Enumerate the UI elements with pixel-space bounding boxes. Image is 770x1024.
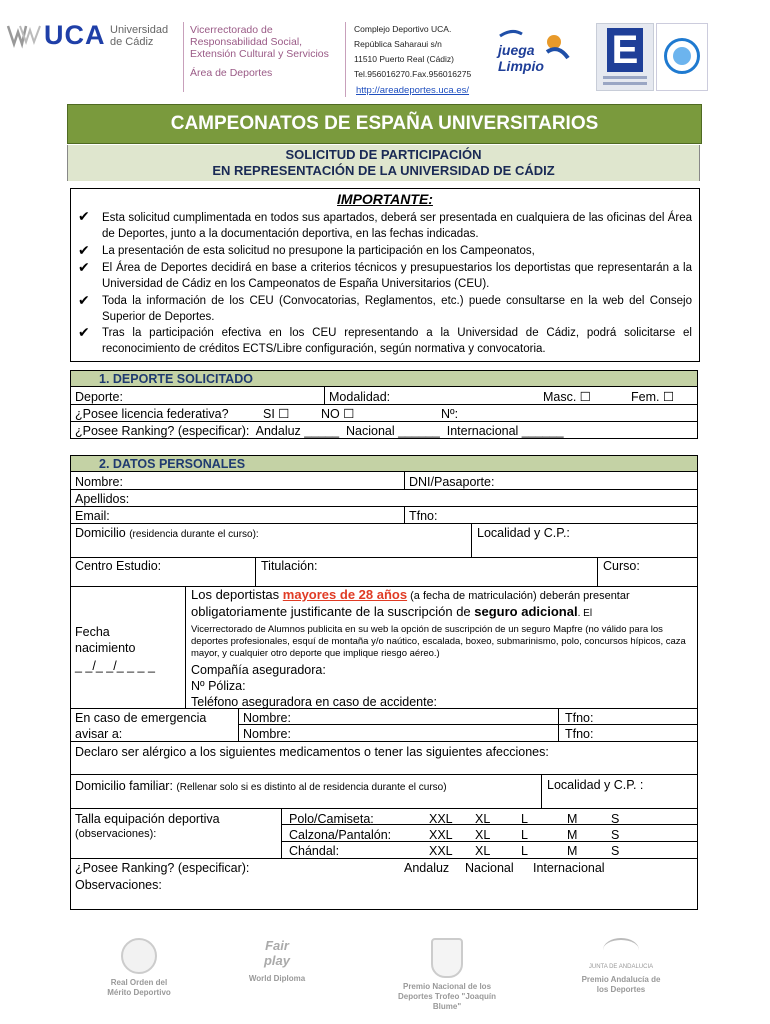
ranking-label-2: ¿Posee Ranking? (especificar): xyxy=(75,861,250,875)
quality-seal-logo xyxy=(656,23,708,91)
localidad-familiar-field[interactable]: Localidad y C.P. : xyxy=(547,778,644,792)
footer-caption-1: Real Orden del Mérito Deportivo xyxy=(107,978,171,997)
check-icon: ✔ xyxy=(78,259,90,275)
fecha-format: _ _/_ _/_ _ _ _ xyxy=(75,659,155,673)
medal-icon xyxy=(121,938,157,974)
size-option-polo[interactable]: M xyxy=(567,812,578,826)
size-option-chandal[interactable]: L xyxy=(521,844,528,858)
size-option-calzona[interactable]: XXL xyxy=(429,828,453,842)
section-datos-personales xyxy=(70,455,698,910)
juega-limpio-text: juega Limpio xyxy=(498,42,544,74)
size-option-calzona[interactable]: M xyxy=(567,828,578,842)
poliza-field[interactable]: Nº Póliza: xyxy=(191,679,246,693)
uca-emblem-icon xyxy=(6,20,46,50)
footer-caption-2: World Diploma xyxy=(248,974,306,983)
talla-label: Talla equipación deportiva xyxy=(75,812,220,826)
footer-logo-1 xyxy=(84,938,194,998)
check-icon: ✔ xyxy=(78,242,90,258)
size-option-chandal[interactable]: S xyxy=(611,844,620,858)
calzona-label: Calzona/Pantalón: xyxy=(289,828,392,842)
domicilio-field[interactable] xyxy=(75,525,259,543)
size-option-polo[interactable]: S xyxy=(611,812,620,826)
e-letter-icon: E xyxy=(607,28,643,72)
ranking-nacional-option[interactable]: Nacional xyxy=(465,861,514,875)
check-icon: ✔ xyxy=(78,292,90,308)
licencia-label: ¿Posee licencia federativa? xyxy=(75,407,229,421)
compania-field[interactable]: Compañía aseguradora: xyxy=(191,663,326,677)
deporte-field[interactable]: Deporte: xyxy=(75,390,123,404)
addr-line-1: Complejo Deportivo UCA. xyxy=(354,24,452,34)
crest-icon xyxy=(431,938,463,978)
addr-line-3: 11510 Puerto Real (Cádiz) xyxy=(354,54,455,64)
footer-caption-3: Premio Nacional de los Deportes Trofeo "Joaquín Blume" xyxy=(397,982,497,1011)
subtitle-line-1: SOLICITUD DE PARTICIPACIÓN xyxy=(285,147,482,162)
ranking-field[interactable]: ¿Posee Ranking? (especificar): Andaluz _____ Nacional ______ Internacional ______ xyxy=(75,424,564,438)
check-icon: ✔ xyxy=(78,324,90,340)
size-option-chandal[interactable]: XXL xyxy=(429,844,453,858)
obligatorio-notice: obligatoriamente justificante de la suscripción de seguro adicional. El xyxy=(191,604,593,619)
nombre-field[interactable]: Nombre: xyxy=(75,475,123,489)
uca-name-2: de Cádiz xyxy=(110,36,154,48)
juega-limpio-logo xyxy=(492,24,574,84)
check-icon: ✔ xyxy=(78,208,90,224)
emergencia-label: En caso de emergencia avisar a: xyxy=(75,711,207,741)
seguro-note: Vicerrectorado de Alumnos publicita en su web la opción de suscripción de un seguro Mapfre (no válido para los deportes profesionales, esquí de montaña y/o naútico, escalada, boxeo, submarinismo, polo, concursos hípicos, caza mayor, y cualquier otro deporte que implique riesgo aéreo.) xyxy=(191,624,686,659)
licencia-si-checkbox[interactable]: SI ☐ xyxy=(263,407,290,421)
size-option-polo[interactable]: L xyxy=(521,812,528,826)
talla-obs-label: (observaciones): xyxy=(75,828,157,840)
addr-line-4: Tel.956016270.Fax.956016275 xyxy=(354,69,472,79)
important-item: El Área de Deportes decidirá en base a criterios técnicos y presupuestarios los deportistas que representarán a la Universidad de Cádiz en los Campeonatos de España Universitarios (CEU). xyxy=(102,262,692,290)
uca-logo xyxy=(6,20,106,50)
modalidad-field[interactable]: Modalidad: xyxy=(329,390,391,404)
quality-e-logo xyxy=(596,23,654,91)
chandal-label: Chándal: xyxy=(289,844,340,858)
fecha-nacimiento-field[interactable] xyxy=(75,624,155,674)
seguro-adicional: seguro adicional xyxy=(474,604,578,619)
size-option-polo[interactable]: XL xyxy=(475,812,491,826)
vice-line-1: Vicerrectorado de xyxy=(190,24,273,36)
tfno-field[interactable]: Tfno: xyxy=(409,509,438,523)
observaciones-field[interactable]: Observaciones: xyxy=(75,878,162,892)
vice-line-3: Extensión Cultural y Servicios xyxy=(190,48,329,60)
centro-field[interactable]: Centro Estudio: xyxy=(75,559,162,573)
uca-logo-text: UCA xyxy=(44,20,106,50)
fair-play-icon: Fair play xyxy=(263,938,290,968)
polo-label: Polo/Camiseta: xyxy=(289,812,374,826)
domicilio-familiar-field[interactable] xyxy=(75,778,447,796)
apellidos-field[interactable]: Apellidos: xyxy=(75,492,130,506)
emergencia-nombre-2[interactable]: Nombre: xyxy=(243,727,291,741)
domicilio-familiar-label: Domicilio familiar: xyxy=(75,779,173,793)
emergencia-tfno-2[interactable]: Tfno: xyxy=(565,727,594,741)
licencia-num-field[interactable]: Nº: xyxy=(441,407,459,421)
page-title: CAMPEONATOS DE ESPAÑA UNIVERSITARIOS xyxy=(67,104,702,144)
domicilio-label: Domicilio xyxy=(75,526,126,540)
website-link[interactable]: http://areadeportes.uca.es/ xyxy=(356,85,470,96)
size-option-calzona[interactable]: S xyxy=(611,828,620,842)
junta-andalucia-icon xyxy=(603,938,639,962)
footer-logo-4 xyxy=(566,938,676,995)
section-2-title: 2. DATOS PERSONALES xyxy=(70,455,698,472)
fecha-label-1: Fecha xyxy=(75,625,110,639)
masc-checkbox[interactable]: Masc. ☐ xyxy=(543,390,592,404)
footer-caption-4: Premio Andalucía de los Deportes xyxy=(581,975,661,994)
mayores-highlight: mayores de 28 años xyxy=(282,587,408,602)
area-deportes: Área de Deportes xyxy=(190,67,273,79)
vice-line-2: Responsabilidad Social, xyxy=(190,36,303,48)
subtitle-line-2: EN REPRESENTACIÓN DE LA UNIVERSIDAD DE CÁDIZ xyxy=(212,163,555,178)
size-option-polo[interactable]: XXL xyxy=(429,812,453,826)
telefono-accidente-field[interactable]: Teléfono aseguradora en caso de accidente: xyxy=(191,695,438,709)
important-item: Esta solicitud cumplimentada en todos sus apartados, deberá ser presentada en cualquiera de las oficinas del Área de Deportes, junto a la documentación deportiva, en las fechas indicadas. xyxy=(102,212,692,240)
size-option-chandal[interactable]: M xyxy=(567,844,578,858)
domicilio-familiar-note: (Rellenar solo si es distinto al de residencia durante el curso) xyxy=(176,782,447,793)
size-option-calzona[interactable]: XL xyxy=(475,828,491,842)
ranking-andaluz-option[interactable]: Andaluz xyxy=(404,861,450,875)
emergencia-tfno-1[interactable]: Tfno: xyxy=(565,711,594,725)
important-heading: IMPORTANTE: xyxy=(337,191,433,207)
email-field[interactable]: Email: xyxy=(75,509,110,523)
size-option-chandal[interactable]: XL xyxy=(475,844,491,858)
dni-field[interactable]: DNI/Pasaporte: xyxy=(409,475,495,489)
curso-field[interactable]: Curso: xyxy=(603,559,640,573)
mayores-notice: Los deportistas mayores de 28 años (a fecha de matriculación) deberán presentar xyxy=(191,587,630,602)
junta-label: JUNTA DE ANDALUCIA xyxy=(588,964,654,970)
addr-line-2: República Saharaui s/n xyxy=(354,39,442,49)
important-item: La presentación de esta solicitud no presupone la participación en los Campeonatos, xyxy=(102,245,535,257)
domicilio-note: (residencia durante el curso): xyxy=(129,529,259,540)
footer-logo-3 xyxy=(392,938,502,1012)
alergico-field[interactable]: Declaro ser alérgico a los siguientes medicamentos o tener las siguientes afecciones: xyxy=(75,745,549,759)
licencia-no-checkbox[interactable]: NO ☐ xyxy=(321,407,355,421)
fecha-label-2: nacimiento xyxy=(75,641,136,655)
ranking-internacional-option[interactable]: Internacional xyxy=(533,861,605,875)
emergencia-nombre-1[interactable]: Nombre: xyxy=(243,711,291,725)
size-option-calzona[interactable]: L xyxy=(521,828,528,842)
important-item: Toda la información de los CEU (Convocatorias, Reglamentos, etc.) puede consultarse en la web del Consejo Superior de Deportes. xyxy=(102,295,692,323)
footer-logo-2 xyxy=(222,938,332,984)
titulacion-field[interactable]: Titulación: xyxy=(261,559,318,573)
fem-checkbox[interactable]: Fem. ☐ xyxy=(631,390,675,404)
uca-name-1: Universidad xyxy=(110,24,169,36)
section-deporte xyxy=(70,370,698,439)
important-item: Tras la participación efectiva en los CEU representando a la Universidad de Cádiz, podrá solicitarse el reconocimiento de créditos ECTS/Libre configuración, según normativa y convocatoria. xyxy=(102,327,692,355)
localidad-field[interactable]: Localidad y C.P.: xyxy=(477,526,570,540)
section-1-title: 1. DEPORTE SOLICITADO xyxy=(70,370,698,387)
